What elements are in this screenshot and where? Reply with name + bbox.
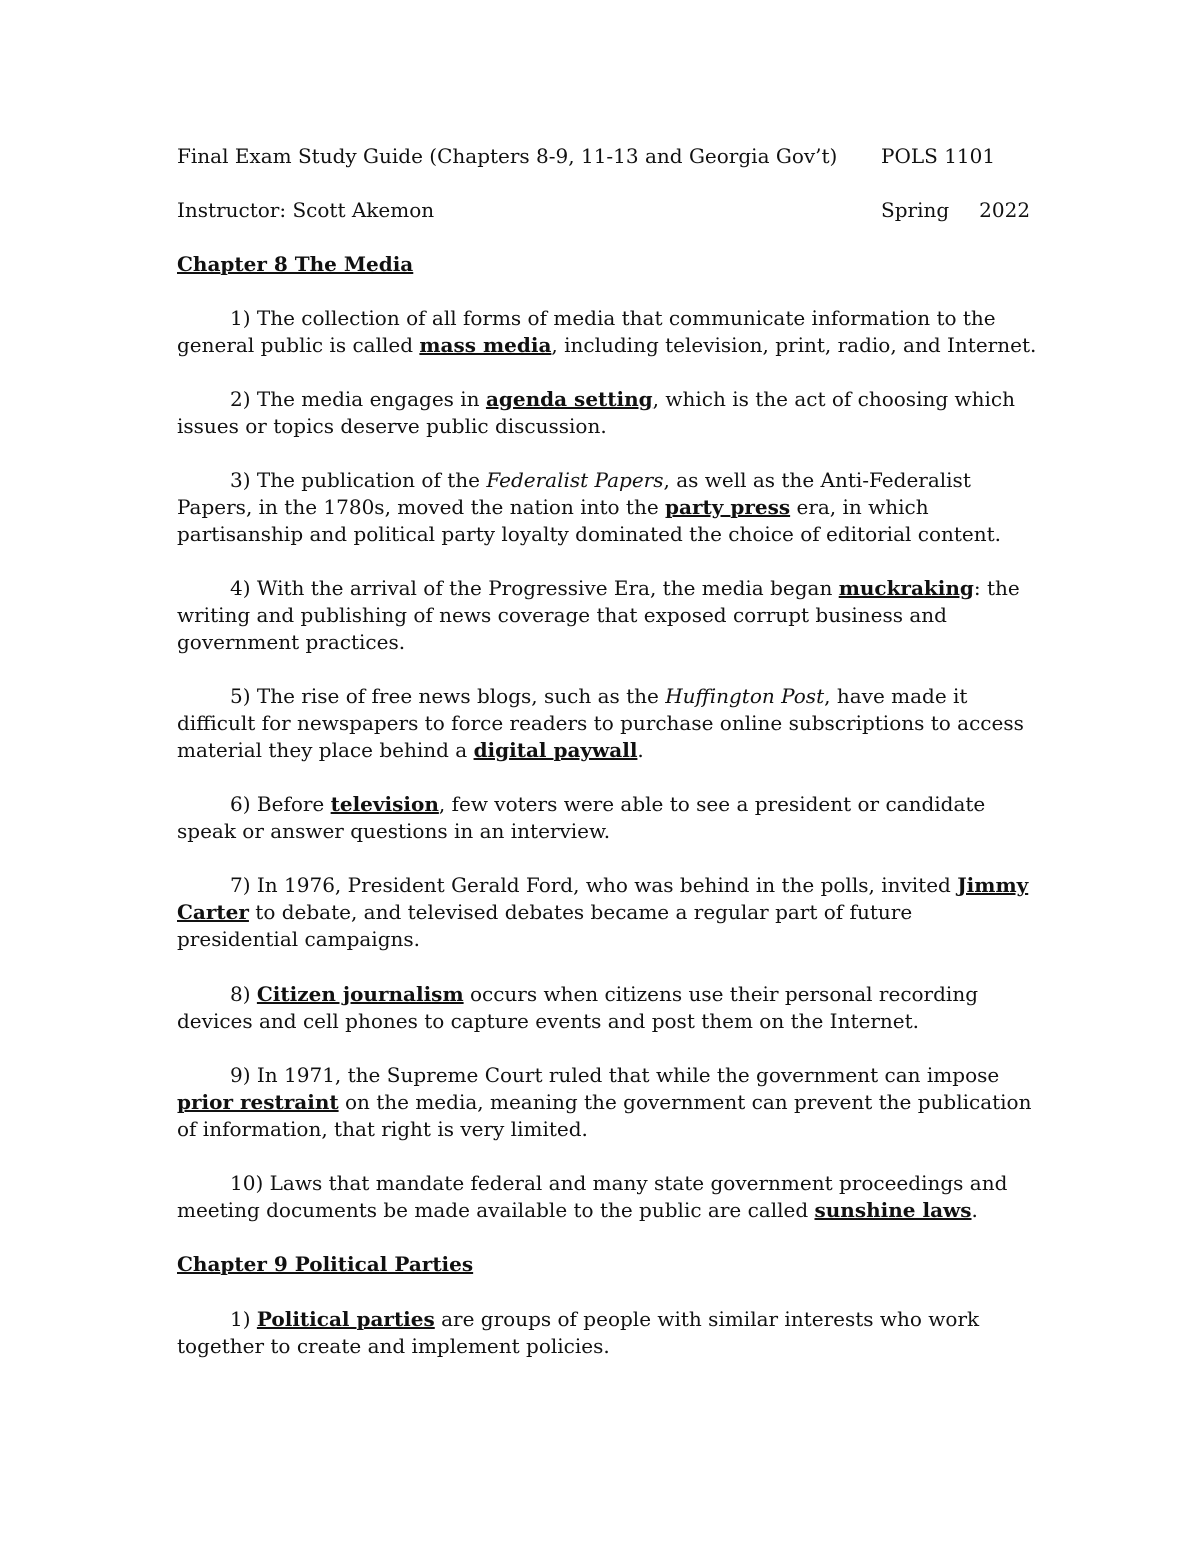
list-item bbox=[177, 981, 1037, 1035]
instructor-name: Instructor: Scott Akemon bbox=[177, 198, 435, 222]
item-number: 5) bbox=[230, 684, 251, 708]
list-item bbox=[177, 872, 1037, 953]
item-text: , including television, print, radio, and Internet. bbox=[551, 333, 1037, 357]
item-number: 1) bbox=[230, 306, 251, 330]
item-text: . bbox=[637, 738, 644, 762]
item-text: The rise of free news blogs, such as the bbox=[256, 684, 666, 708]
key-term: prior restraint bbox=[177, 1090, 339, 1114]
term-year: 2022 bbox=[979, 198, 1031, 222]
key-term: digital paywall bbox=[473, 738, 638, 762]
item-text: occurs when citizens use their personal recording devices and cell phones to capture events and post them on the Internet. bbox=[177, 982, 979, 1033]
item-text: The media engages in bbox=[256, 387, 486, 411]
list-item bbox=[177, 791, 1037, 845]
item-text: Laws that mandate federal and many state government proceedings and meeting documents be made available to the public are called bbox=[177, 1171, 1008, 1222]
item-text: The collection of all forms of media that communicate information to the general public is called bbox=[177, 306, 996, 357]
list-item bbox=[177, 683, 1037, 764]
key-term: muckraking bbox=[838, 576, 974, 600]
key-term: party press bbox=[665, 495, 791, 519]
key-term: agenda setting bbox=[485, 387, 653, 411]
item-text: In 1976, President Gerald Ford, who was behind in the polls, invited bbox=[256, 873, 958, 897]
item-text: on the media, meaning the government can prevent the publication of information, that right is very limited. bbox=[177, 1090, 1032, 1141]
list-item bbox=[177, 1170, 1037, 1224]
item-number: 3) bbox=[230, 468, 251, 492]
item-text: With the arrival of the Progressive Era, the media began bbox=[256, 576, 839, 600]
item-text: Before bbox=[256, 792, 331, 816]
item-number: 4) bbox=[230, 576, 251, 600]
course-code: POLS 1101 bbox=[881, 144, 996, 168]
list-item bbox=[177, 386, 1037, 440]
item-text: era, in which partisanship and political party loyalty dominated the choice of editorial content. bbox=[177, 495, 1002, 546]
item-number: 2) bbox=[230, 387, 251, 411]
list-item bbox=[177, 1306, 1037, 1360]
list-item bbox=[177, 467, 1037, 548]
key-term: Political parties bbox=[256, 1307, 435, 1331]
item-text: , have made it difficult for newspapers to force readers to purchase online subscriptions to access material they place behind a bbox=[177, 684, 1024, 762]
item-number: 10) bbox=[230, 1171, 264, 1195]
item-text: The publication of the bbox=[256, 468, 487, 492]
guide-title: Final Exam Study Guide (Chapters 8-9, 11-13 and Georgia Gov’t) bbox=[177, 144, 838, 168]
key-term: Jimmy Carter bbox=[177, 873, 1029, 924]
item-text: In 1971, the Supreme Court ruled that while the government can impose bbox=[256, 1063, 1000, 1087]
list-item bbox=[177, 305, 1037, 359]
item-text: : the writing and publishing of news coverage that exposed corrupt business and government practices. bbox=[177, 576, 1020, 654]
publication-title: Federalist Papers bbox=[486, 468, 664, 492]
key-term: Citizen journalism bbox=[256, 982, 464, 1006]
term-season: Spring bbox=[881, 198, 950, 222]
item-number: 1) bbox=[230, 1307, 251, 1331]
list-item bbox=[177, 1062, 1037, 1143]
item-text: , which is the act of choosing which issues or topics deserve public discussion. bbox=[177, 387, 1015, 438]
item-text: . bbox=[971, 1198, 978, 1222]
chapter-9-heading: Chapter 9 Political Parties bbox=[177, 1252, 474, 1276]
item-text: , few voters were able to see a president or candidate speak or answer questions in an interview. bbox=[177, 792, 986, 843]
term bbox=[881, 197, 1030, 224]
key-term: mass media bbox=[419, 333, 552, 357]
key-term: television bbox=[330, 792, 439, 816]
item-number: 8) bbox=[230, 982, 251, 1006]
key-term: sunshine laws bbox=[814, 1198, 972, 1222]
publication-title: Huffington Post bbox=[665, 684, 825, 708]
list-item bbox=[177, 575, 1037, 656]
item-number: 9) bbox=[230, 1063, 251, 1087]
chapter-8-heading: Chapter 8 The Media bbox=[177, 252, 414, 276]
item-text: are groups of people with similar interests who work together to create and implement policies. bbox=[177, 1307, 980, 1358]
item-text: , as well as the Anti-Federalist Papers, in the 1780s, moved the nation into the bbox=[177, 468, 971, 519]
item-text: to debate, and televised debates became a regular part of future presidential campaigns. bbox=[177, 900, 913, 951]
item-number: 7) bbox=[230, 873, 251, 897]
item-number: 6) bbox=[230, 792, 251, 816]
